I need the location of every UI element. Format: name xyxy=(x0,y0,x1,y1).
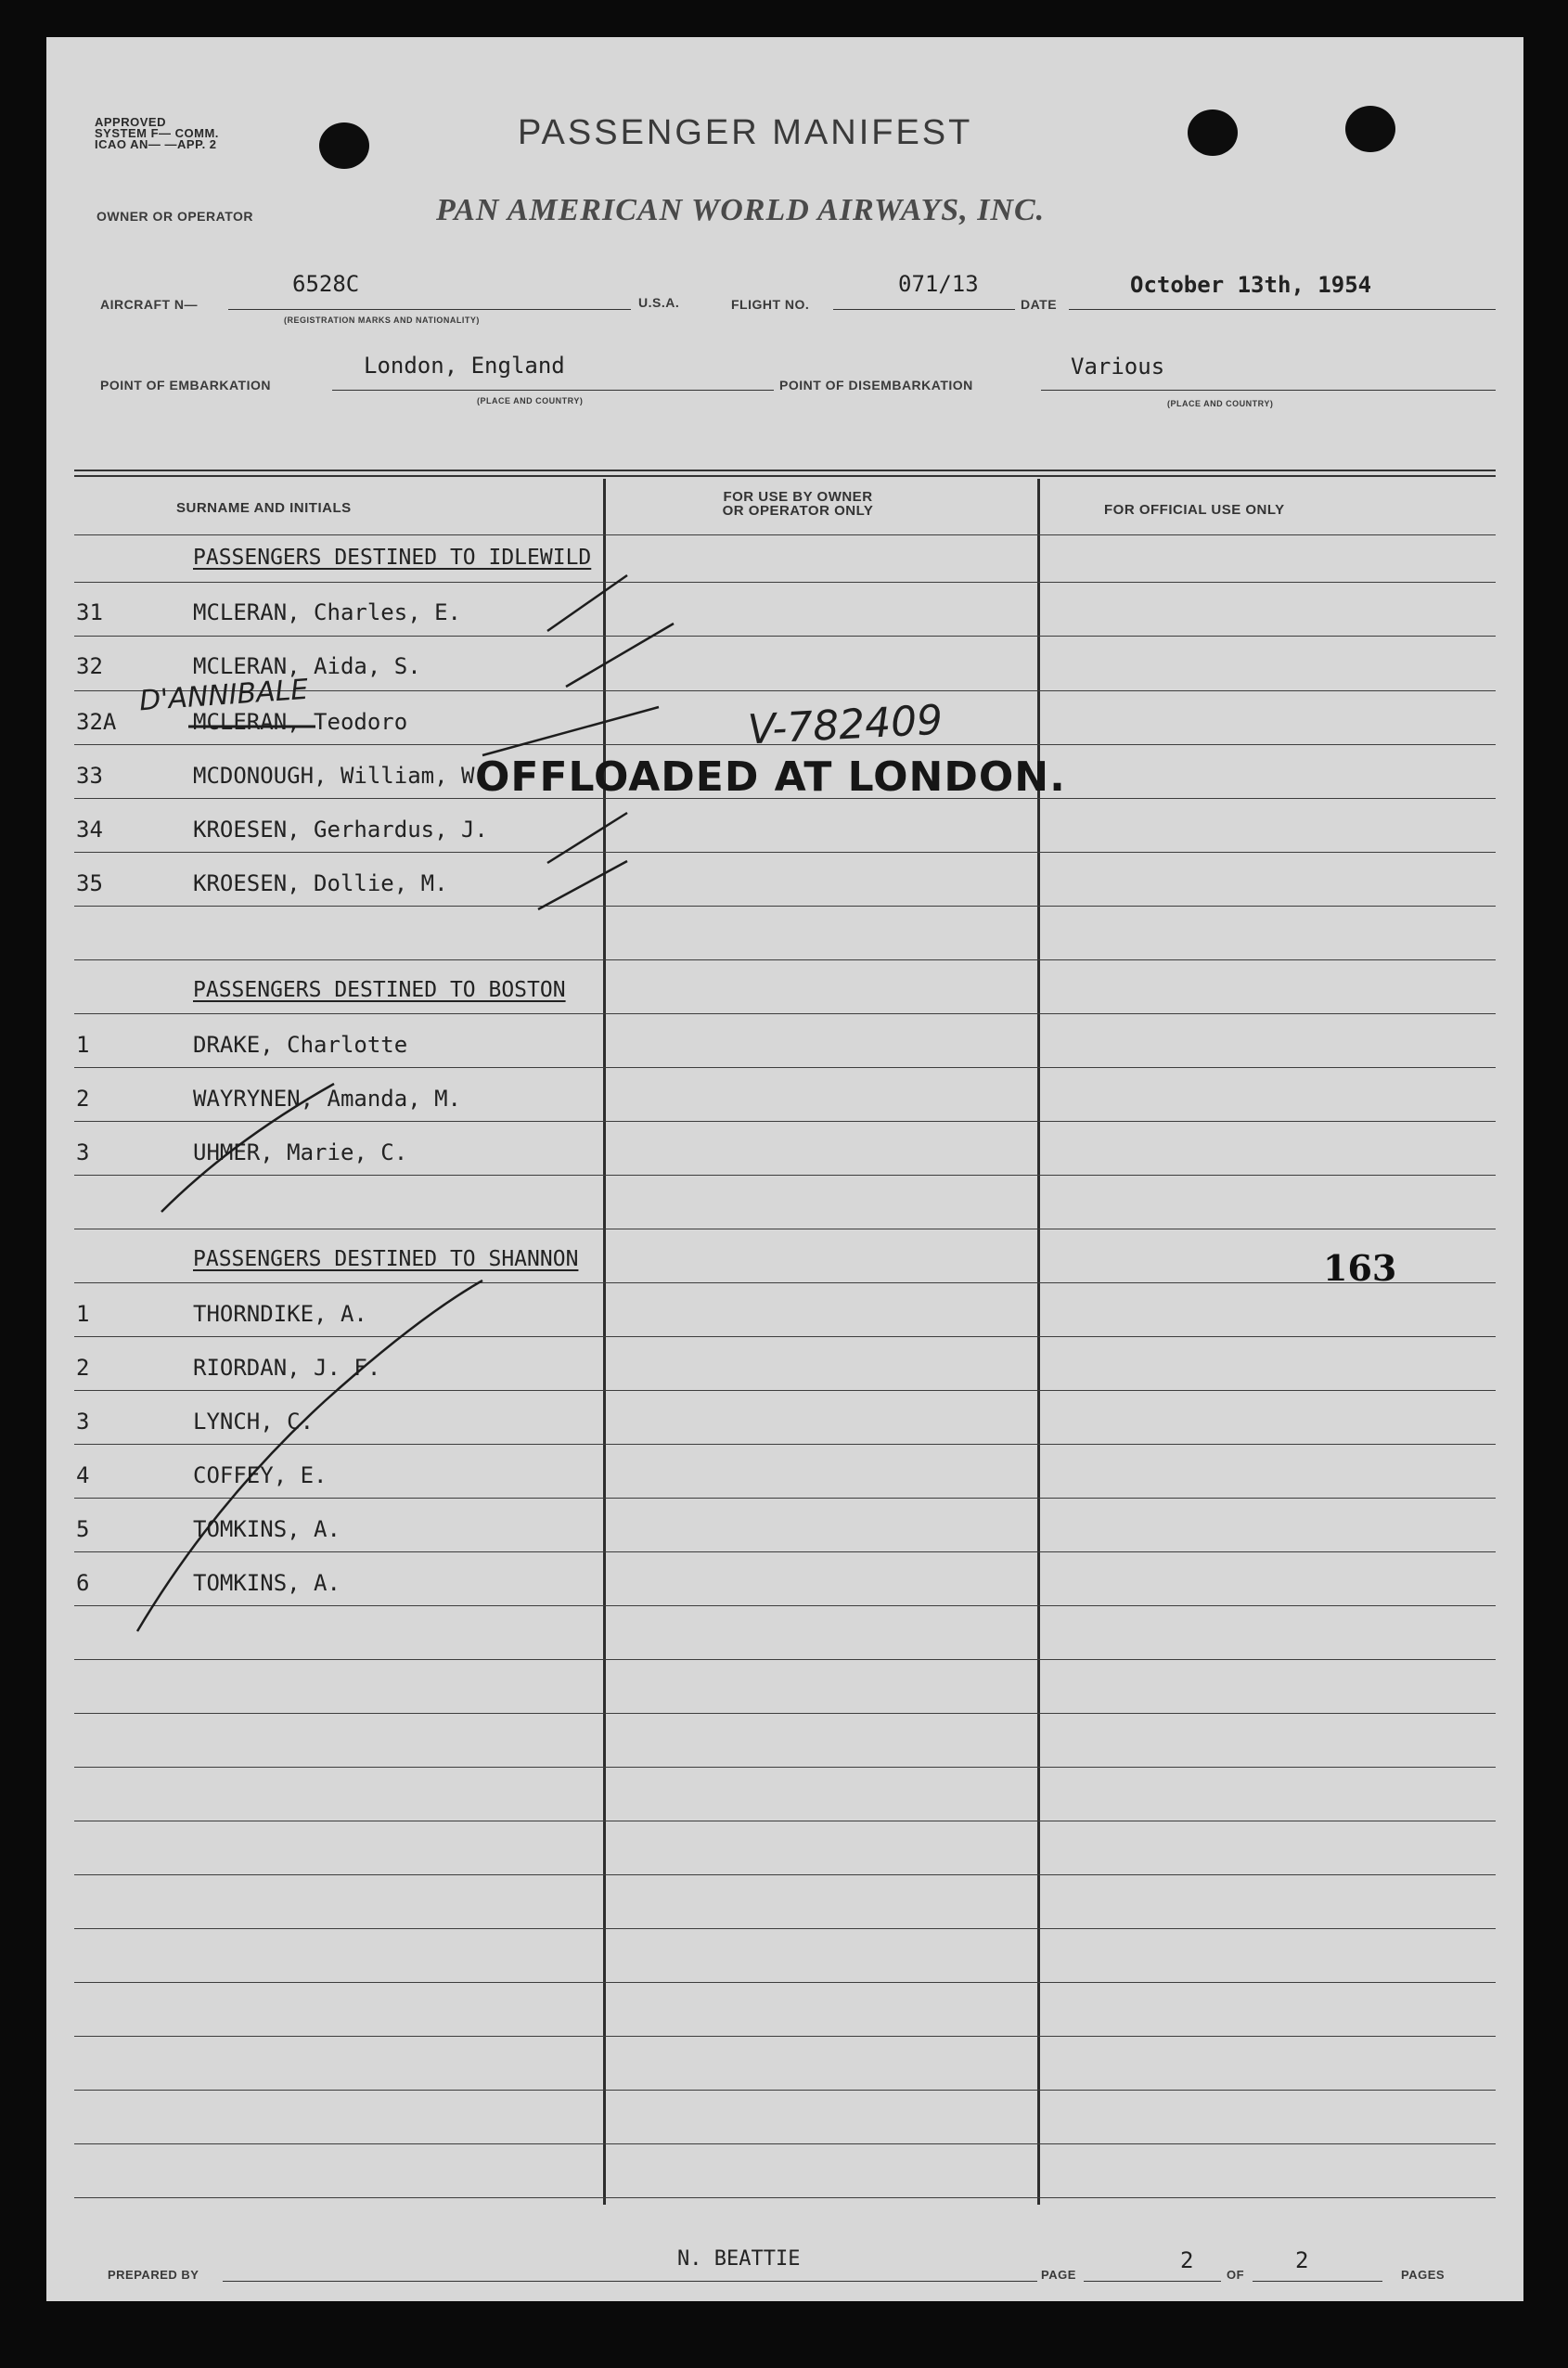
check-stroke xyxy=(137,1281,482,1631)
manifest-sheet xyxy=(46,37,1523,2301)
page-label: PAGE xyxy=(1041,2268,1076,2282)
row-number: 32A xyxy=(76,709,117,735)
row-number: 1 xyxy=(76,1032,90,1058)
row-number: 32 xyxy=(76,653,103,679)
row-number: 33 xyxy=(76,763,103,789)
group-heading-boston: PASSENGERS DESTINED TO BOSTON xyxy=(193,978,566,1002)
embarkation-note: (PLACE AND COUNTRY) xyxy=(477,396,584,405)
offloaded-stamp: OFFLOADED AT LONDON. xyxy=(475,753,1066,801)
column-header-line: FOR USE BY OWNER xyxy=(723,489,873,505)
approval-line: APPROVED xyxy=(95,115,166,129)
pen-marks xyxy=(46,37,1523,2301)
passenger-name: WAYRYNEN, Amanda, M. xyxy=(193,1086,461,1112)
column-header-line: OR OPERATOR ONLY xyxy=(722,503,874,519)
embarkation-label: POINT OF EMBARKATION xyxy=(100,378,271,393)
passenger-name: DRAKE, Charlotte xyxy=(193,1032,408,1058)
group-heading-idlewild: PASSENGERS DESTINED TO IDLEWILD xyxy=(193,546,592,570)
row-number: 34 xyxy=(76,817,103,843)
passenger-name: UHMER, Marie, C. xyxy=(193,1139,408,1165)
group-heading-shannon: PASSENGERS DESTINED TO SHANNON xyxy=(193,1247,579,1271)
check-stroke xyxy=(547,813,627,863)
passenger-name: MCLERAN, Charles, E. xyxy=(193,599,461,625)
row-number: 35 xyxy=(76,870,103,896)
prepared-by-value: N. BEATTIE xyxy=(677,2247,801,2271)
passenger-name: RIORDAN, J. F. xyxy=(193,1355,381,1381)
row-number: 31 xyxy=(76,599,103,625)
column-header-official-use: FOR OFFICIAL USE ONLY xyxy=(1104,502,1285,518)
passenger-name: LYNCH, C. xyxy=(193,1409,315,1435)
page-value: 2 xyxy=(1180,2247,1194,2273)
passenger-name: MCLERAN, Aida, S. xyxy=(193,653,421,679)
disembarkation-note: (PLACE AND COUNTRY) xyxy=(1167,399,1274,408)
embarkation-value: London, England xyxy=(364,353,565,379)
row-number: 4 xyxy=(76,1462,90,1488)
passenger-name: THORNDIKE, A. xyxy=(193,1301,367,1327)
date-label: DATE xyxy=(1021,297,1058,312)
pages-label: PAGES xyxy=(1401,2268,1446,2282)
owner-label: OWNER OR OPERATOR xyxy=(96,209,253,224)
passenger-name: KROESEN, Dollie, M. xyxy=(193,870,448,896)
airline-name: PAN AMERICAN WORLD AIRWAYS, INC. xyxy=(436,193,1046,227)
aircraft-label: AIRCRAFT N— xyxy=(100,297,199,312)
row-number: 2 xyxy=(76,1355,90,1381)
row-number: 1 xyxy=(76,1301,90,1327)
disembarkation-label: POINT OF DISEMBARKATION xyxy=(779,378,973,393)
approval-line: SYSTEM F— COMM. xyxy=(95,126,219,140)
flight-label: FLIGHT NO. xyxy=(731,297,810,312)
passenger-name: MCLERAN, Teodoro xyxy=(193,709,408,735)
date-value: October 13th, 1954 xyxy=(1130,272,1372,298)
passenger-name: TOMKINS, A. xyxy=(193,1570,341,1596)
handwritten-reference: V-782409 xyxy=(746,696,945,754)
prepared-by-underline xyxy=(223,2281,1037,2282)
aircraft-value: 6528C xyxy=(292,271,360,297)
of-value: 2 xyxy=(1295,2247,1309,2273)
passenger-name: TOMKINS, A. xyxy=(193,1516,341,1542)
prepared-by-label: PREPARED BY xyxy=(108,2268,199,2282)
check-stroke xyxy=(538,861,627,909)
official-number: 163 xyxy=(1323,1247,1397,1289)
row-number: 5 xyxy=(76,1516,90,1542)
page-underline xyxy=(1084,2281,1221,2282)
passenger-name: MCDONOUGH, William, W. xyxy=(193,763,488,789)
check-stroke xyxy=(482,707,659,755)
check-stroke xyxy=(161,1084,334,1212)
flight-value: 071/13 xyxy=(898,271,979,297)
page-title: PASSENGER MANIFEST xyxy=(518,113,973,152)
row-number: 3 xyxy=(76,1139,90,1165)
usa-label: U.S.A. xyxy=(638,295,680,310)
row-number: 2 xyxy=(76,1086,90,1112)
check-stroke xyxy=(566,624,674,687)
row-number: 3 xyxy=(76,1409,90,1435)
passenger-name: KROESEN, Gerhardus, J. xyxy=(193,817,488,843)
approval-line: ICAO AN— —APP. 2 xyxy=(95,137,217,151)
of-underline xyxy=(1253,2281,1382,2282)
passenger-name: COFFEY, E. xyxy=(193,1462,328,1488)
of-label: OF xyxy=(1227,2268,1245,2282)
registration-note: (REGISTRATION MARKS AND NATIONALITY) xyxy=(284,315,480,325)
handwritten-correction: D'ANNIBALE xyxy=(138,673,310,718)
disembarkation-value: Various xyxy=(1071,354,1165,380)
row-number: 6 xyxy=(76,1570,90,1596)
column-header-surname: SURNAME AND INITIALS xyxy=(176,500,352,516)
check-stroke xyxy=(547,575,627,631)
